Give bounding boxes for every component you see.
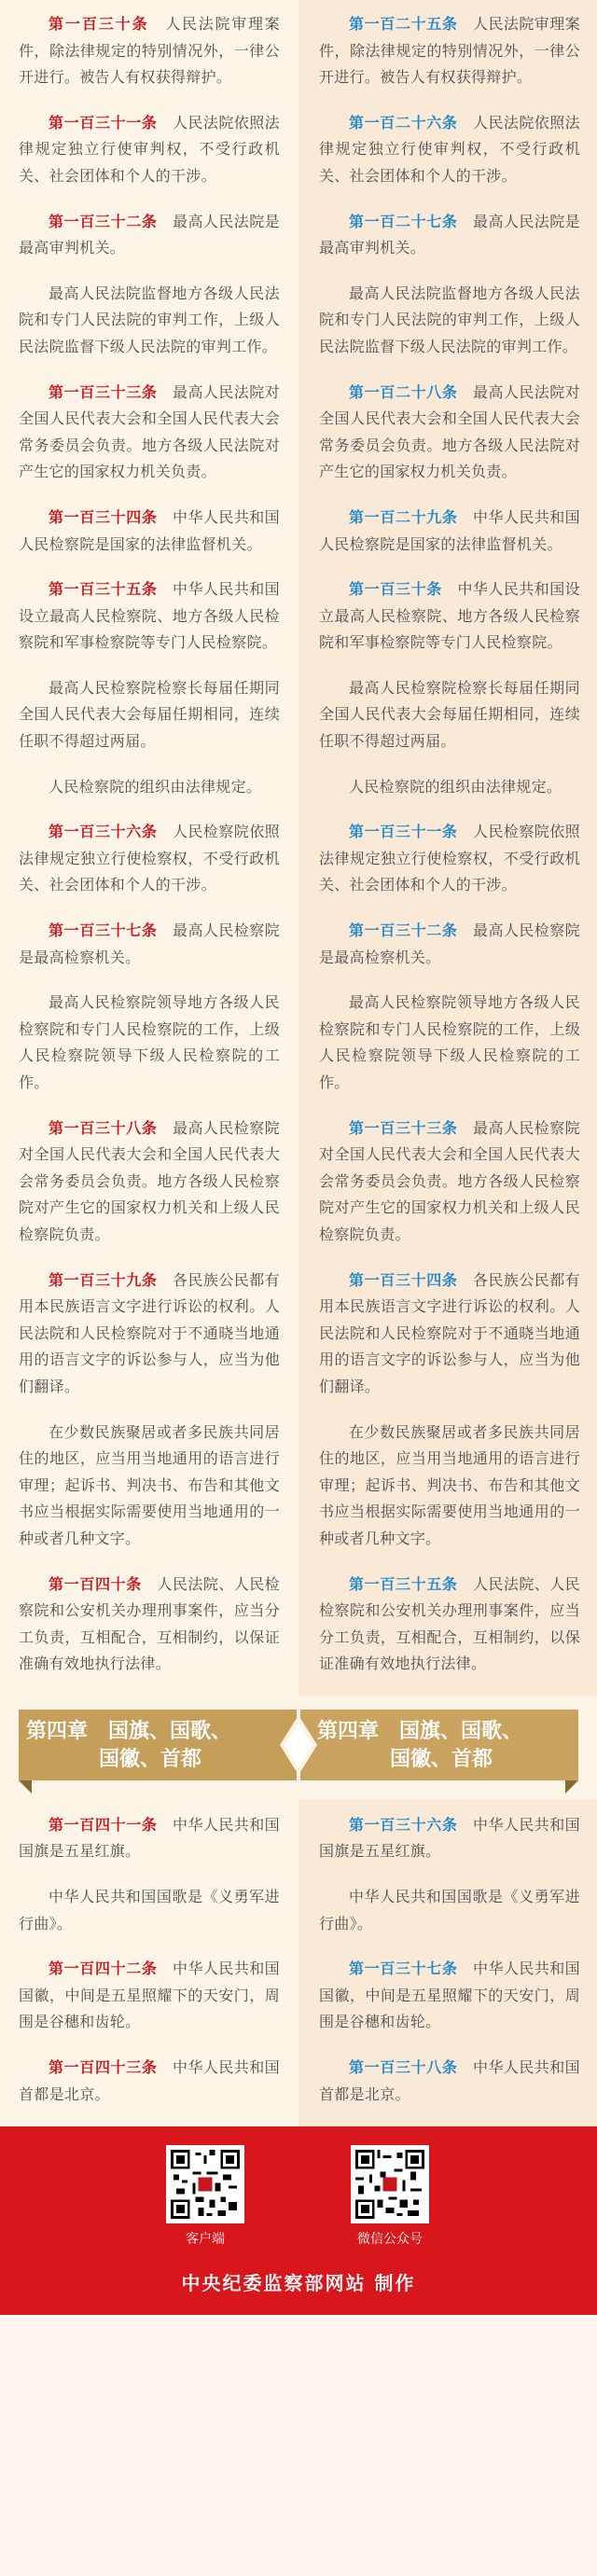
qr-code-wechat-icon[interactable] <box>351 2145 429 2223</box>
article-text: 最高人民检察院对全国人民代表大会和全国人民代表大会常务委员会负责。地方各级人民检察院对产生它的国家权力机关和上级人民检察院负责。 <box>19 1118 280 1243</box>
article-text: 中华人民共和国国徽，中间是五星照耀下的天安门，周围是谷穗和齿轮。 <box>19 1960 280 2031</box>
article-number: 第一百三十二条 <box>349 921 458 940</box>
article-text: 最高人民检察院领导地方各级人民检察院和专门人民检察院的工作，上级人民检察院领导下级人民检察院的工作。 <box>319 993 580 1091</box>
article-number: 第一百四十一条 <box>49 1815 158 1834</box>
banner-fold-left <box>19 1780 32 1794</box>
article-number: 第一百三十八条 <box>49 1118 158 1137</box>
chapter-title-right-line1: 第四章 国旗、国歌、 <box>317 1718 523 1743</box>
article-paragraph <box>19 1420 280 1553</box>
article-paragraph <box>19 1572 280 1678</box>
article-number: 第一百三十六条 <box>49 823 158 841</box>
article-number: 第一百二十六条 <box>349 113 458 132</box>
article-text: 最高人民法院是最高审判机关。 <box>19 212 280 257</box>
qr-wechat-label: 微信公众号 <box>357 2231 423 2247</box>
article-number: 第一百二十九条 <box>349 507 458 526</box>
article-text: 人民法院审理案件，除法律规定的特别情况外，一律公开进行。被告人有权获得辩护。 <box>319 15 580 87</box>
article-paragraph <box>319 675 580 755</box>
chapter-four-columns <box>0 1799 597 2126</box>
chapter-title-right-line2: 国徽、首都 <box>390 1746 493 1771</box>
article-paragraph <box>19 209 280 262</box>
article-paragraph <box>319 1812 580 1865</box>
article-text: 人民检察院的组织由法律规定。 <box>49 777 262 796</box>
article-text: 中华人民共和国国旗是五星红旗。 <box>19 1815 280 1861</box>
article-paragraph <box>319 1956 580 2036</box>
article-number: 第一百三十七条 <box>349 1960 458 1978</box>
article-paragraph <box>19 1267 280 1401</box>
article-number: 第一百四十二条 <box>49 1960 158 1978</box>
article-number: 第一百三十九条 <box>49 1270 158 1289</box>
article-text: 最高人民法院监督地方各级人民法院和专门人民法院的审判工作，上级人民法院监督下级人民法院的审判工作。 <box>19 284 280 355</box>
article-paragraph <box>319 1267 580 1401</box>
article-paragraph <box>319 380 580 486</box>
article-paragraph <box>319 1572 580 1678</box>
chapter-title-left-line2: 国徽、首都 <box>99 1746 202 1771</box>
article-text: 中华人民共和国人民检察院是国家的法律监督机关。 <box>19 507 280 553</box>
article-paragraph <box>319 576 580 657</box>
article-text: 中华人民共和国国旗是五星红旗。 <box>319 1815 580 1861</box>
chapter-title-left-line1: 第四章 国旗、国歌、 <box>26 1718 232 1743</box>
article-paragraph <box>19 1884 280 1937</box>
article-paragraph <box>19 819 280 899</box>
article-paragraph <box>319 819 580 899</box>
article-text: 各民族公民都有用本民族语言文字进行诉讼的权利。人民法院和人民检察院对于不通晓当地通用的语言文字的诉讼参与人，应当为他们翻译。 <box>19 1270 280 1395</box>
article-number: 第一百三十七条 <box>49 921 158 940</box>
article-number: 第一百三十三条 <box>349 1118 458 1137</box>
article-paragraph <box>319 110 580 190</box>
article-number: 第一百三十二条 <box>49 212 158 230</box>
article-number: 第一百三十一条 <box>349 823 458 841</box>
article-number: 第一百三十五条 <box>349 1574 458 1593</box>
chapter-title-right <box>317 1717 578 1773</box>
article-number: 第一百三十条 <box>349 580 442 599</box>
article-paragraph <box>19 505 280 558</box>
article-number: 第一百三十一条 <box>49 113 158 132</box>
new-text-column <box>0 0 298 1697</box>
article-number: 第一百三十四条 <box>49 507 158 526</box>
article-text: 人民法院、人民检察院和公安机关办理刑事案件，应当分工负责，互相配合，互相制约，以保证准确有效地执行法律。 <box>319 1574 580 1673</box>
article-text: 各民族公民都有用本民族语言文字进行诉讼的权利。人民法院和人民检察院对于不通晓当地通用的语言文字的诉讼参与人，应当为他们翻译。 <box>319 1270 580 1395</box>
article-paragraph <box>19 380 280 486</box>
article-paragraph <box>19 774 280 801</box>
article-text: 中华人民共和国设立最高人民检察院、地方各级人民检察院和军事检察院等专门人民检察院。 <box>19 580 280 652</box>
article-paragraph <box>319 2055 580 2108</box>
qr-code-client-icon[interactable] <box>166 2145 244 2223</box>
old-text-column <box>298 0 597 1697</box>
article-number: 第一百三十四条 <box>349 1270 458 1289</box>
article-text: 最高人民检察院检察长每届任期同全国人民代表大会每届任期相同，连续任职不得超过两届。 <box>19 678 280 751</box>
article-text: 最高人民法院对全国人民代表大会和全国人民代表大会常务委员会负责。地方各级人民法院对产生它的国家权力机关负责。 <box>319 382 580 481</box>
article-paragraph <box>319 505 580 558</box>
article-paragraph <box>319 990 580 1096</box>
new-text-column-chapter4 <box>0 1799 298 2126</box>
article-number: 第一百二十八条 <box>349 382 458 401</box>
article-number: 第一百三十八条 <box>349 2058 458 2077</box>
article-number: 第一百四十三条 <box>49 2058 158 2077</box>
article-number: 第一百三十三条 <box>49 382 158 401</box>
article-paragraph <box>319 1420 580 1553</box>
article-text: 人民检察院的组织由法律规定。 <box>349 777 562 796</box>
article-text: 中华人民共和国国徽，中间是五星照耀下的天安门，周围是谷穗和齿轮。 <box>319 1960 580 2031</box>
article-text: 在少数民族聚居或者多民族共同居住的地区，应当用当地通用的语言进行审理；起诉书、判决书、布告和其他文书应当根据实际需要使用当地通用的一种或者几种文字。 <box>319 1422 580 1547</box>
article-paragraph <box>319 1884 580 1937</box>
article-number: 第一百三十五条 <box>49 580 158 599</box>
article-paragraph <box>319 209 580 262</box>
article-paragraph <box>19 576 280 657</box>
qr-wechat[interactable] <box>334 2145 446 2248</box>
article-text: 中华人民共和国首都是北京。 <box>19 2058 280 2103</box>
article-paragraph <box>319 918 580 971</box>
article-text: 中华人民共和国首都是北京。 <box>319 2058 580 2103</box>
article-text: 人民检察院依照法律规定独立行使检察权，不受行政机关、社会团体和个人的干涉。 <box>319 823 580 894</box>
article-text: 人民检察院依照法律规定独立行使检察权，不受行政机关、社会团体和个人的干涉。 <box>19 823 280 894</box>
article-paragraph <box>19 281 280 361</box>
old-text-column-chapter4 <box>298 1799 597 2126</box>
article-paragraph <box>319 281 580 361</box>
footer-credit: 中央纪委监察部网站 制作 <box>181 2272 416 2295</box>
article-paragraph <box>19 2055 280 2108</box>
article-paragraph <box>319 11 580 91</box>
article-paragraph <box>19 990 280 1096</box>
article-text: 中华人民共和国人民检察院是国家的法律监督机关。 <box>319 507 580 553</box>
article-paragraph <box>19 1812 280 1865</box>
article-text: 在少数民族聚居或者多民族共同居住的地区，应当用当地通用的语言进行审理；起诉书、判决书、布告和其他文书应当根据实际需要使用当地通用的一种或者几种文字。 <box>19 1422 280 1547</box>
chapter-banner <box>0 1697 597 1799</box>
article-text: 最高人民法院是最高审判机关。 <box>319 212 580 257</box>
article-text: 中华人民共和国设立最高人民检察院、地方各级人民检察院和军事检察院等专门人民检察院。 <box>319 580 580 652</box>
article-paragraph <box>19 1115 280 1249</box>
qr-client[interactable] <box>149 2145 261 2248</box>
article-text: 最高人民检察院是最高检察机关。 <box>319 921 580 966</box>
chapter-title-left <box>26 1717 287 1773</box>
article-text: 人民法院依照法律规定独立行使审判权，不受行政机关、社会团体和个人的干涉。 <box>19 113 280 185</box>
article-paragraph <box>19 1956 280 2036</box>
article-text: 最高人民检察院对全国人民代表大会和全国人民代表大会常务委员会负责。地方各级人民检察院对产生它的国家权力机关和上级人民检察院负责。 <box>319 1118 580 1243</box>
article-text: 最高人民法院对全国人民代表大会和全国人民代表大会常务委员会负责。地方各级人民法院对产生它的国家权力机关负责。 <box>19 382 280 481</box>
banner-fold-right <box>565 1780 578 1794</box>
article-text: 中华人民共和国国歌是《义勇军进行曲》。 <box>19 1888 280 1932</box>
article-paragraph <box>19 675 280 755</box>
qr-client-label: 客户端 <box>186 2231 225 2247</box>
article-paragraph <box>319 1115 580 1249</box>
article-number: 第一百三十六条 <box>349 1815 458 1834</box>
article-text: 人民法院依照法律规定独立行使审判权，不受行政机关、社会团体和个人的干涉。 <box>319 113 580 185</box>
footer <box>0 2126 597 2315</box>
article-text: 中华人民共和国国歌是《义勇军进行曲》。 <box>319 1888 580 1932</box>
article-text: 人民法院、人民检察院和公安机关办理刑事案件，应当分工负责，互相配合，互相制约，以保证准确有效地执行法律。 <box>19 1574 280 1673</box>
article-number: 第一百二十七条 <box>349 212 458 230</box>
article-number: 第一百四十条 <box>49 1574 142 1593</box>
article-text: 最高人民检察院是最高检察机关。 <box>19 921 280 966</box>
article-paragraph <box>19 11 280 91</box>
article-paragraph <box>319 774 580 801</box>
article-number: 第一百三十条 <box>49 15 149 33</box>
article-text: 最高人民法院监督地方各级人民法院和专门人民法院的审判工作，上级人民法院监督下级人民法院的审判工作。 <box>319 284 580 355</box>
article-text: 人民法院审理案件，除法律规定的特别情况外，一律公开进行。被告人有权获得辩护。 <box>19 15 280 87</box>
article-text: 最高人民检察院领导地方各级人民检察院和专门人民检察院的工作，上级人民检察院领导下级人民检察院的工作。 <box>19 993 280 1091</box>
article-paragraph <box>19 110 280 190</box>
article-text: 最高人民检察院检察长每届任期同全国人民代表大会每届任期相同，连续任职不得超过两届。 <box>319 678 580 751</box>
article-number: 第一百二十五条 <box>349 15 458 33</box>
article-paragraph <box>19 918 280 971</box>
